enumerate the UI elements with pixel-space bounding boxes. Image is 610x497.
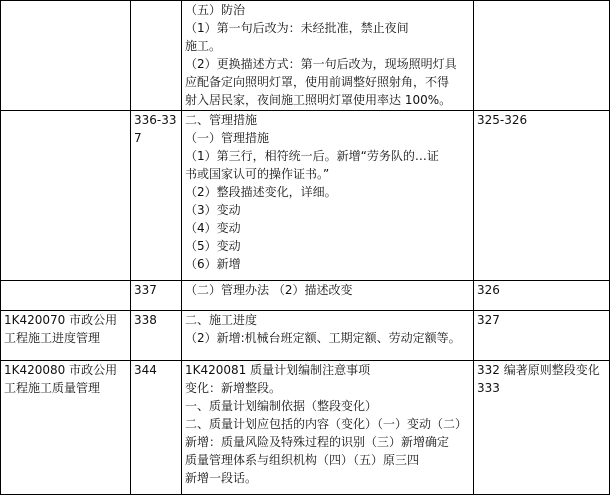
content-line: 变化：新增整段。 <box>185 381 282 395</box>
table-row <box>1 281 610 311</box>
content-line: （1）第一句后改为：未经批准，禁止夜间 <box>185 21 409 35</box>
content-line: （1）第三行，相符统一后。新增“劳务队的…证 <box>185 149 439 163</box>
section-cell: 1K420070 市政公用工程施工进度管理 <box>1 311 131 361</box>
content-line: 质量管理体系与组织机构（四）（五）原三四 <box>185 453 420 467</box>
content-line: 二、施工进度 <box>185 313 258 327</box>
new-page-cell: 336-337 <box>131 111 182 281</box>
content-line: 新增一段话。 <box>185 471 258 485</box>
new-page-cell: 338 <box>131 311 182 361</box>
content-line: （3）变动 <box>185 203 241 217</box>
content-line: （5）变动 <box>185 239 241 253</box>
old-page-cell: 325-326 <box>474 111 610 281</box>
content-line: 二、管理措施 <box>185 113 258 127</box>
section-cell <box>1 111 131 281</box>
old-page-cell <box>474 361 610 495</box>
content-line: 一、质量计划编制依据（整段变化） <box>185 399 378 413</box>
table-row <box>1 1 610 111</box>
content-line: （2）更换描述方式：第一句后改为，现场照明灯具 <box>185 57 457 71</box>
content-line: 施工。 <box>185 39 222 53</box>
content-line: 书或国家认可的操作证书。” <box>185 167 330 181</box>
change-content-cell <box>182 111 474 281</box>
content-line: 应配备定向照明灯罩，使用前调整好照射角，不得 <box>185 75 450 89</box>
change-content-cell <box>182 361 474 495</box>
content-line: （6）新增 <box>185 257 241 271</box>
new-page-cell: 344 <box>131 361 182 495</box>
content-line: 1K420081 质量计划编制注意事项 <box>185 363 371 377</box>
old-page-line: 333 <box>477 381 500 395</box>
table-row <box>1 361 610 495</box>
content-line: （二）管理办法 （2）描述改变 <box>185 283 353 297</box>
section-cell <box>1 1 131 111</box>
old-page-cell: 327 <box>474 311 610 361</box>
old-page-line: 332 编著原则整段变化 <box>477 363 600 377</box>
change-content-cell <box>182 1 474 111</box>
content-line: （一）管理措施 <box>185 131 270 145</box>
new-page-cell: 337 <box>131 281 182 311</box>
new-page-cell <box>131 1 182 111</box>
old-page-cell: 326 <box>474 281 610 311</box>
old-page-cell <box>474 1 610 111</box>
content-line: 新增：质量风险及特殊过程的识别（三）新增确定 <box>185 435 450 449</box>
content-line: （2）新增:机械台班定额、工期定额、劳动定额等。 <box>185 331 461 345</box>
section-cell <box>1 281 131 311</box>
section-cell: 1K420080 市政公用工程施工质量管理 <box>1 361 131 495</box>
content-line: （4）变动 <box>185 221 241 235</box>
content-line: （2）整段描述变化，详细。 <box>185 185 337 199</box>
content-line: 射入居民家，夜间施工照明灯罩使用率达 100%。 <box>185 93 452 107</box>
change-content-cell <box>182 281 474 311</box>
content-line: （五）防治 <box>185 3 246 17</box>
content-line: 二、质量计划应包括的内容（变化）（一）变动（二） <box>185 417 468 431</box>
table-row <box>1 311 610 361</box>
change-content-cell <box>182 311 474 361</box>
table-row <box>1 111 610 281</box>
